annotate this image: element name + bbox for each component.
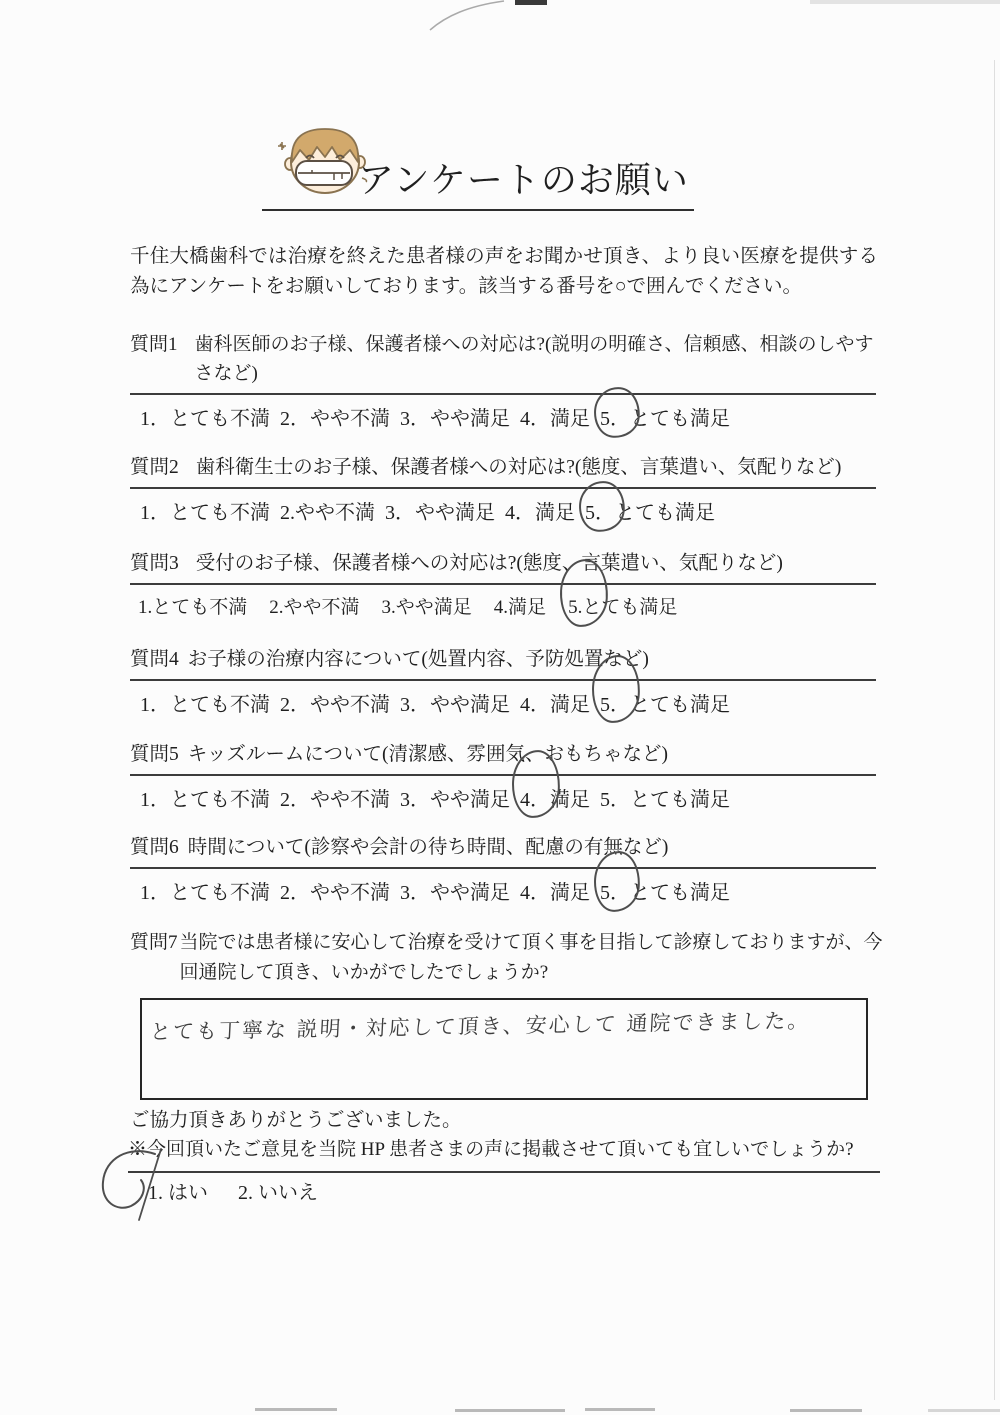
option-3: 3．やや満足 [385, 502, 495, 524]
question-text: 歯科医師のお子様、保護者様への対応は?(説明の明確さ、信頼感、相談のしやすさなど) [194, 334, 874, 384]
question-label: 質問7 [130, 932, 178, 953]
question-text: お子様の治療内容について(処置内容、予防処置など) [187, 649, 649, 670]
option-4: 4.満足 [493, 597, 547, 618]
option-3: 3．やや満足 [400, 408, 510, 430]
question-block-7 [130, 928, 886, 987]
option-3: 3．やや満足 [400, 882, 510, 904]
options-row [130, 783, 876, 812]
handwritten-answer: とても丁寧な 説明・対応して頂き、安心して 通院できました。 [149, 1008, 812, 1045]
options-row [130, 688, 876, 717]
option-5: 5．とても満足 [585, 496, 715, 525]
option-4: 4．満足 [520, 408, 590, 430]
question-label: 質問6 [130, 837, 179, 858]
question-block-3 [130, 549, 876, 619]
question-label: 質問2 [130, 457, 179, 478]
hp-permission-question: ※今回頂いたご意見を当院 HP 患者さまの声に掲載させて頂いても宜しいでしょうか? [128, 1134, 880, 1173]
question-text: 時間について(診察や会計の待ち時間、配慮の有無など) [187, 837, 669, 858]
options-row [130, 592, 876, 619]
question-heading [130, 833, 876, 862]
scan-artifact [255, 1408, 337, 1411]
question-heading [130, 740, 876, 769]
page-title: アンケートのお願い [358, 160, 689, 200]
scan-artifact [455, 1409, 565, 1412]
option-1: 1.とても不満 [138, 597, 248, 618]
divider [130, 774, 876, 776]
option-2: 2．やや不満 [280, 789, 390, 811]
option-5: 5.とても満足 [568, 592, 677, 619]
options-row [130, 402, 876, 431]
question-label: 質問4 [130, 649, 179, 670]
question-heading [130, 453, 876, 482]
option-2: 2．やや不満 [280, 882, 390, 904]
option-1: 1．とても不満 [140, 408, 270, 430]
divider [130, 487, 876, 489]
question-heading [130, 330, 876, 388]
option-1: 1．とても不満 [140, 694, 270, 716]
choice-no: 2. いいえ [238, 1182, 318, 1204]
scan-artifact [810, 0, 1000, 4]
option-3: 3.やや満足 [381, 597, 472, 618]
scan-pencil-mark [418, 0, 508, 32]
option-4: 4．満足 [520, 694, 590, 716]
question-text: 当院では患者様に安心して治療を受けて頂く事を目指して診療しておりますが、今回通院して頂き、いかがでしたでしょうか? [179, 932, 883, 983]
scan-artifact [515, 0, 547, 5]
question-block-4 [130, 645, 876, 717]
divider [130, 679, 876, 681]
option-2: 2．やや不満 [280, 408, 390, 430]
intro-paragraph: 千住大橋歯科では治療を終えた患者様の声をお聞かせ頂き、より良い医療を提供する為にアンケートをお願いしております。該当する番号を○で囲んでください。 [130, 246, 878, 297]
question-label: 質問3 [130, 553, 179, 574]
option-1: 1．とても不満 [140, 789, 270, 811]
handwritten-circle-large [95, 1146, 181, 1230]
divider [130, 867, 876, 869]
question-block-2 [130, 453, 876, 525]
option-1: 1．とても不満 [140, 502, 270, 524]
question-block-6 [130, 833, 876, 905]
scan-artifact [585, 1408, 655, 1411]
question-text: キッズルームについて(清潔感、雰囲気、おもちゃなど) [187, 744, 668, 765]
question-text: 受付のお子様、保護者様への対応は?(態度、言葉遣い、気配りなど) [195, 553, 783, 574]
question-block-5 [130, 740, 876, 812]
question-heading [130, 928, 886, 987]
option-5: 5．とても満足 [600, 688, 730, 717]
page-title-underline [262, 152, 694, 211]
question-block-1 [130, 330, 876, 431]
options-row [130, 496, 876, 525]
choice-yes: 1. はい [148, 1182, 208, 1204]
scan-edge-line [994, 60, 995, 1400]
option-4: 4．満足 [505, 502, 575, 524]
option-5: 5．とても満足 [600, 789, 730, 811]
question-heading [130, 549, 876, 578]
option-5: 5．とても満足 [600, 876, 730, 905]
thanks-text: ご協力頂きありがとうございました。 [130, 1110, 462, 1131]
divider [130, 583, 876, 585]
option-5: 5．とても満足 [600, 402, 730, 431]
option-3: 3．やや満足 [400, 789, 510, 811]
divider [130, 393, 876, 395]
option-1: 1．とても不満 [140, 882, 270, 904]
option-4: 4．満足 [520, 882, 590, 904]
question-label: 質問1 [130, 334, 178, 355]
question-text: 歯科衛生士のお子様、保護者様への対応は?(態度、言葉遣い、気配りなど) [195, 457, 842, 478]
option-2: 2.やや不満 [269, 597, 360, 618]
question-heading [130, 645, 876, 674]
scan-artifact [928, 1409, 1000, 1412]
option-2: 2.やや不満 [280, 502, 375, 524]
scan-artifact [790, 1409, 862, 1412]
option-2: 2．やや不満 [280, 694, 390, 716]
option-4: 4．満足 [520, 783, 590, 812]
option-3: 3．やや満足 [400, 694, 510, 716]
options-row [130, 876, 876, 905]
question-label: 質問5 [130, 744, 179, 765]
comment-box [140, 998, 868, 1100]
